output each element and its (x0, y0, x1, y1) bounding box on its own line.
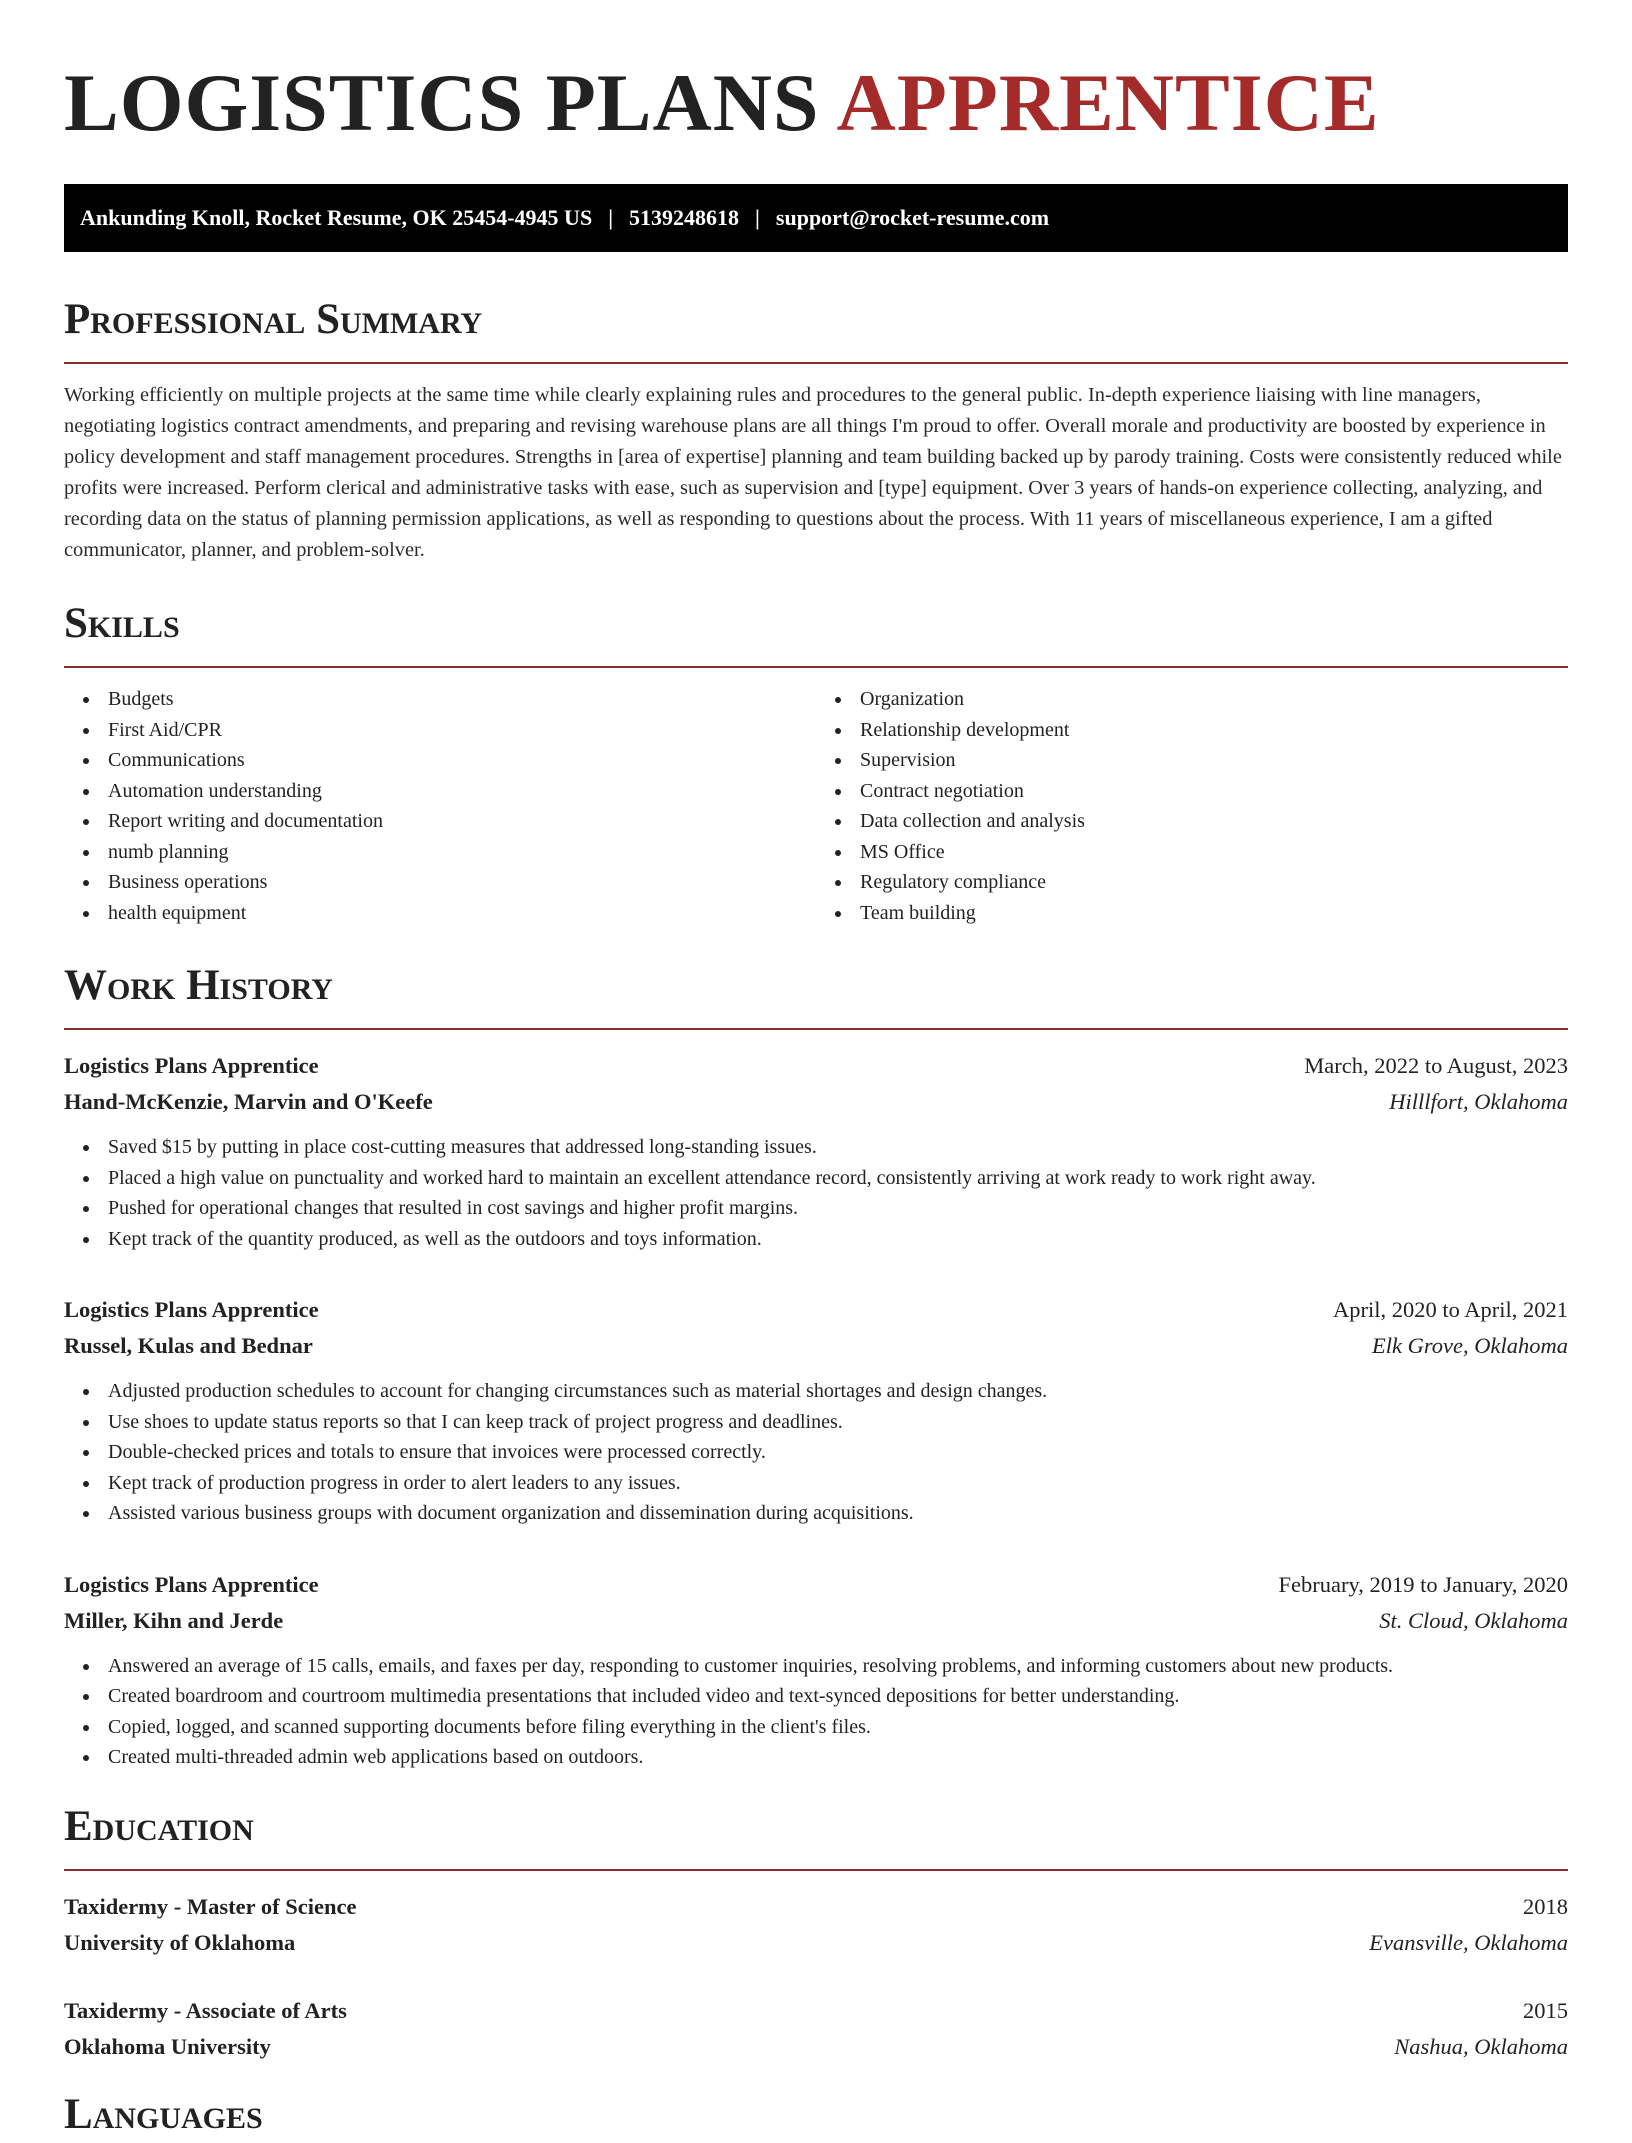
job-bullets (64, 1651, 1568, 1773)
job-bullet: Kept track of production progress in order to alert leaders to any issues. (108, 1468, 1568, 1499)
skill-item: Automation understanding (108, 776, 816, 807)
contact-email: support@rocket-resume.com (775, 205, 1050, 230)
contact-separator: | (755, 205, 760, 230)
contact-phone: 5139248618 (629, 205, 740, 230)
skills-grid (64, 684, 1568, 928)
skill-item: Team building (860, 898, 1568, 929)
job-bullets (64, 1376, 1568, 1529)
education-school: Oklahoma University (64, 2033, 271, 2059)
job-location: St. Cloud, Oklahoma (1379, 1607, 1568, 1633)
education-degree: Taxidermy - Master of Science (64, 1893, 357, 1919)
education-degree-row (64, 1889, 1568, 1925)
skill-item: Communications (108, 745, 816, 776)
skills-heading: Skills (64, 600, 180, 647)
job-entry (64, 1048, 1568, 1254)
work-history-section (64, 958, 1568, 1773)
section-divider (64, 1869, 1568, 1871)
summary-heading: Professional Summary (64, 296, 483, 343)
section-divider (64, 362, 1568, 364)
work-history-heading: Work History (64, 962, 333, 1009)
job-bullet: Placed a high value on punctuality and worked hard to maintain an excellent attendance record, consistently arriving at work ready to work right away. (108, 1163, 1568, 1194)
job-company: Russel, Kulas and Bednar (64, 1333, 313, 1358)
skill-item: Budgets (108, 684, 816, 715)
education-school-row (64, 1925, 1568, 1961)
education-degree-row (64, 1993, 1568, 2029)
job-title: Logistics Plans Apprentice (64, 1571, 319, 1597)
summary-section (64, 292, 1568, 566)
job-location: Elk Grove, Oklahoma (1372, 1333, 1568, 1358)
education-year: 2015 (1523, 1997, 1568, 2023)
skill-item: Organization (860, 684, 1568, 715)
title-main: LOGISTICS PLANS (64, 57, 837, 148)
job-bullets (64, 1132, 1568, 1254)
job-bullet: Kept track of the quantity produced, as well as the outdoors and toys information. (108, 1224, 1568, 1255)
education-heading: Education (64, 1802, 254, 1850)
skills-list-left (64, 684, 816, 928)
skills-section (64, 596, 1568, 928)
job-bullet: Use shoes to update status reports so that I can keep track of project progress and deadlines. (108, 1407, 1568, 1438)
job-company-row (64, 1603, 1568, 1639)
languages-heading: Languages (64, 2090, 263, 2138)
job-entry (64, 1567, 1568, 1773)
contact-separator: | (608, 205, 614, 230)
job-bullet: Assisted various business groups with document organization and dissemination during acquisitions. (108, 1498, 1568, 1529)
job-entry (64, 1292, 1568, 1529)
job-dates: March, 2022 to August, 2023 (1304, 1053, 1568, 1078)
job-company: Miller, Kihn and Jerde (64, 1607, 284, 1633)
skill-item: Business operations (108, 867, 816, 898)
education-location: Evansville, Oklahoma (1369, 1929, 1568, 1955)
job-header-row (64, 1567, 1568, 1603)
job-bullet: Created multi-threaded admin web applications based on outdoors. (108, 1742, 1568, 1773)
skill-item: Data collection and analysis (860, 806, 1568, 837)
job-bullet: Answered an average of 15 calls, emails, and faxes per day, responding to customer inquiries, resolving problems, and informing customers about new products. (108, 1651, 1568, 1682)
job-dates: April, 2020 to April, 2021 (1333, 1297, 1568, 1322)
education-section (64, 1799, 1568, 2065)
job-title: Logistics Plans Apprentice (64, 1297, 319, 1322)
section-divider (64, 1028, 1568, 1030)
skill-item: Contract negotiation (860, 776, 1568, 807)
job-bullet: Pushed for operational changes that resulted in cost savings and higher profit margins. (108, 1193, 1568, 1224)
skill-item: Relationship development (860, 715, 1568, 746)
skill-item: MS Office (860, 837, 1568, 868)
education-school-row (64, 2029, 1568, 2065)
section-divider (64, 666, 1568, 668)
skill-item: Supervision (860, 745, 1568, 776)
job-title: Logistics Plans Apprentice (64, 1053, 319, 1078)
job-location: Hilllfort, Oklahoma (1389, 1089, 1568, 1114)
summary-text: Working efficiently on multiple projects at the same time while clearly explaining rules and procedures to the general public. In-depth experience liaising with line managers, negotiating logistics contract amendments, and preparing and revising warehouse plans are all things I'm proud to offer. Overall morale and productivity are boosted by experience in policy development and staff management procedures. Strengths in [area of expertise] planning and team building backed up by parody training. Costs were consistently reduced while profits were increased. Perform clerical and administrative tasks with ease, such as supervision and [type] equipment. Over 3 years of hands-on experience collecting, analyzing, and recording data on the status of planning permission applications, as well as responding to questions about the process. With 11 years of miscellaneous experience, I am a gifted communicator, planner, and problem-solver. (64, 384, 1562, 561)
education-degree: Taxidermy - Associate of Arts (64, 1997, 347, 2023)
skill-item: Report writing and documentation (108, 806, 816, 837)
title-accent: APPRENTICE (836, 57, 1380, 148)
skill-item: numb planning (108, 837, 816, 868)
job-header-row (64, 1292, 1568, 1328)
job-bullet: Saved $15 by putting in place cost-cutting measures that addressed long-standing issues. (108, 1132, 1568, 1163)
resume-content (64, 48, 1568, 2143)
skill-item: Regulatory compliance (860, 867, 1568, 898)
contact-bar (64, 184, 1568, 252)
education-entry (64, 1993, 1568, 2065)
job-company-row (64, 1084, 1568, 1120)
languages-section (64, 2087, 1568, 2143)
resume-title (64, 48, 1568, 158)
skill-item: health equipment (108, 898, 816, 929)
education-school: University of Oklahoma (64, 1929, 296, 1955)
job-bullet: Adjusted production schedules to account for changing circumstances such as material shortages and design changes. (108, 1376, 1568, 1407)
job-dates: February, 2019 to January, 2020 (1278, 1571, 1568, 1597)
job-bullet: Double-checked prices and totals to ensure that invoices were processed correctly. (108, 1437, 1568, 1468)
job-company-row (64, 1328, 1568, 1364)
skills-list-right (816, 684, 1568, 928)
job-bullet: Copied, logged, and scanned supporting documents before filing everything in the client's files. (108, 1712, 1568, 1743)
skill-item: First Aid/CPR (108, 715, 816, 746)
contact-address: Ankunding Knoll, Rocket Resume, OK 25454-4945 US (80, 205, 593, 230)
job-header-row (64, 1048, 1568, 1084)
education-year: 2018 (1523, 1893, 1568, 1919)
job-company: Hand-McKenzie, Marvin and O'Keefe (64, 1089, 433, 1114)
education-location: Nashua, Oklahoma (1394, 2033, 1568, 2059)
job-bullet: Created boardroom and courtroom multimedia presentations that included video and text-synced depositions for better understanding. (108, 1681, 1568, 1712)
education-entry (64, 1889, 1568, 1961)
